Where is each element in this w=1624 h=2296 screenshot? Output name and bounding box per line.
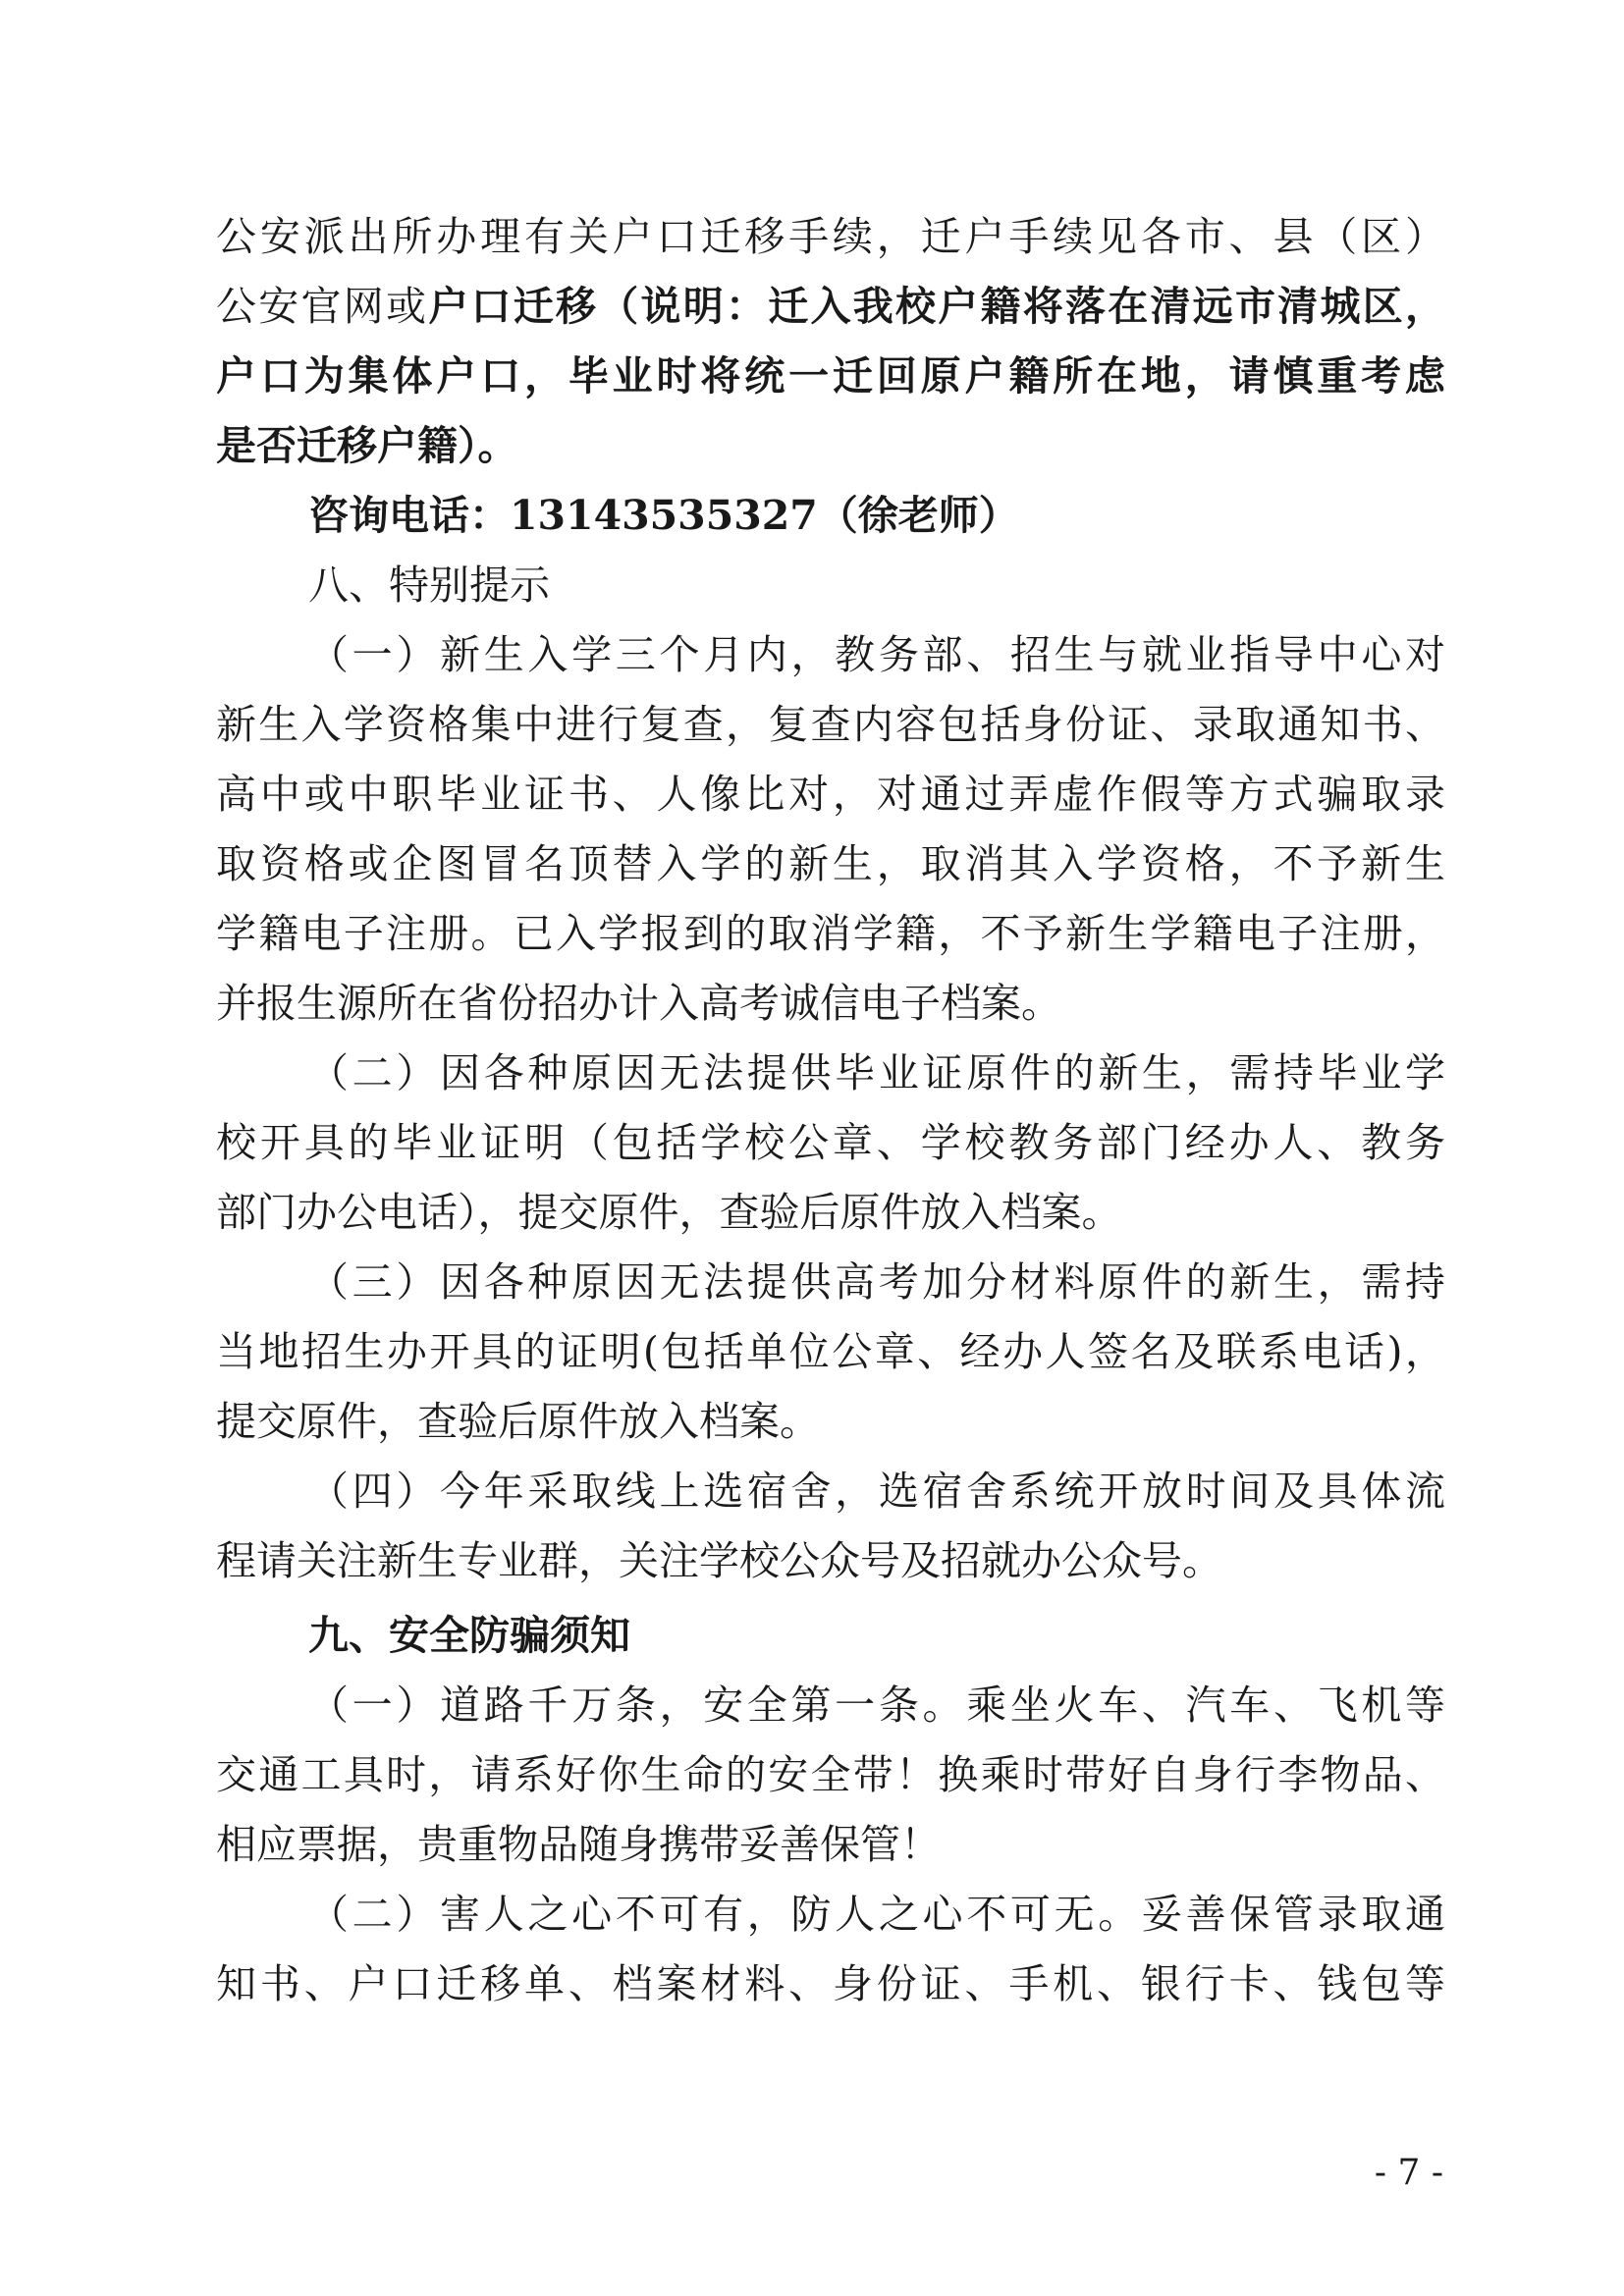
section-8-item-2-line: 校开具的毕业证明（包括学校公章、学校教务部门经办人、教务 [216, 1119, 1445, 1166]
section-8-item-4-line: （四）今年采取线上选宿舍，选宿舍系统开放时间及具体流 [308, 1468, 1445, 1515]
section-8-item-2 [216, 1039, 1445, 1248]
section-8-item-3 [216, 1248, 1445, 1457]
section-8-item-3-line: （三）因各种原因无法提供高考加分材料原件的新生，需持 [308, 1258, 1445, 1306]
migration-line-1: 公安派出所办理有关户口迁移手续，迁户手续见各市、县（区） [216, 213, 1445, 260]
migration-line-2-bold: 户口迁移（说明：迁入我校户籍将落在清远市清城区， [428, 283, 1445, 330]
section-8-item-4-line: 程请关注新生专业群，关注学校公众号及招就办公众号。 [216, 1537, 1222, 1584]
consult-phone: 咨询电话：13143535327（徐老师） [308, 492, 1019, 539]
section-9-heading: 九、安全防骗须知 [308, 1612, 630, 1659]
migration-line-2 [216, 272, 1445, 342]
migration-line-4: 是否迁移户籍）。 [216, 422, 518, 469]
section-8-item-1-line: 高中或中职毕业证书、人像比对，对通过弄虚作假等方式骗取录 [216, 771, 1445, 818]
page-number: - 7 - [1374, 2153, 1443, 2193]
migration-line-3: 户口为集体户口，毕业时将统一迁回原户籍所在地，请慎重考虑 [216, 352, 1445, 400]
section-8-item-2-line: 部门办公电话），提交原件，查验后原件放入档案。 [216, 1189, 1122, 1236]
section-8-item-3-line: 提交原件，查验后原件放入档案。 [216, 1398, 820, 1445]
section-8-item-1-line: （一）新生入学三个月内，教务部、招生与就业指导中心对 [308, 631, 1445, 678]
migration-line-2-normal: 公安官网或 [216, 283, 429, 330]
section-8-item-1-line: 新生入学资格集中进行复查，复查内容包括身份证、录取通知书、 [216, 701, 1445, 748]
section-8-item-2-line: （二）因各种原因无法提供毕业证原件的新生，需持毕业学 [308, 1049, 1445, 1096]
section-8-item-1-line: 并报生源所在省份招办计入高考诚信电子档案。 [216, 980, 1061, 1027]
document-body [216, 202, 1445, 2019]
section-8-item-1-line: 取资格或企图冒名顶替入学的新生，取消其入学资格，不予新生 [216, 840, 1445, 887]
section-8-item-1-line: 学籍电子注册。已入学报到的取消学籍，不予新生学籍电子注册， [216, 910, 1445, 957]
section-8-item-3-line: 当地招生办开具的证明(包括单位公章、经办人签名及联系电话)， [216, 1328, 1445, 1375]
section-9-item-2-line: 知书、户口迁移单、档案材料、身份证、手机、银行卡、钱包等 [216, 1960, 1445, 2007]
section-9-item-2 [216, 1880, 1445, 2019]
section-9-item-1-line: （一）道路千万条，安全第一条。乘坐火车、汽车、飞机等 [308, 1682, 1445, 1729]
section-8-item-1 [216, 620, 1445, 1039]
section-9-item-2-line: （二）害人之心不可有，防人之心不可无。妥善保管录取通 [308, 1891, 1445, 1938]
section-8-item-4 [216, 1457, 1445, 1596]
section-9-item-1-line: 相应票据，贵重物品随身携带妥善保管！ [216, 1821, 941, 1868]
section-9-item-1-line: 交通工具时，请系好你生命的安全带！换乘时带好自身行李物品、 [216, 1751, 1445, 1798]
section-9-item-1 [216, 1671, 1445, 1880]
section-8-heading: 八、特别提示 [308, 561, 550, 609]
